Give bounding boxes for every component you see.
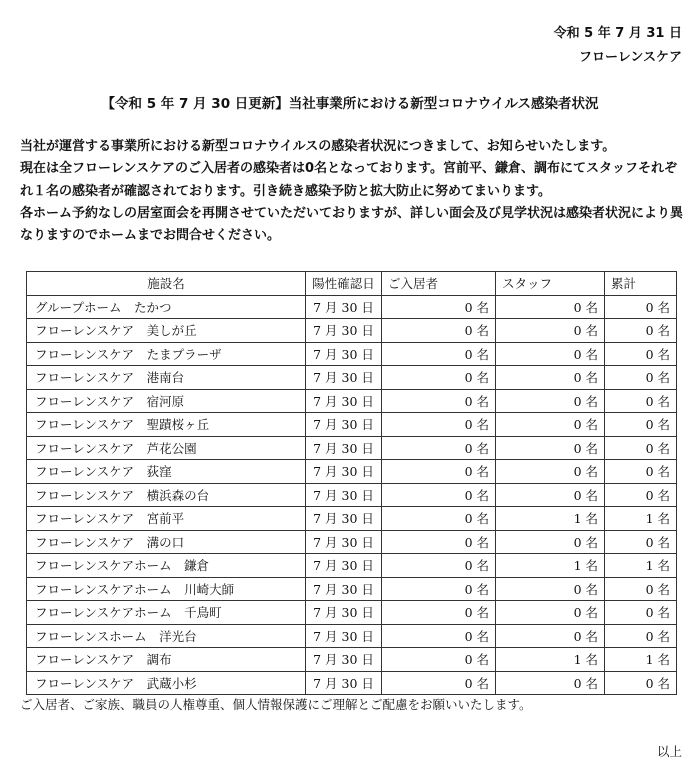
staff-count-cell: 0 名 (496, 366, 605, 390)
table-row (27, 483, 677, 507)
residents-count-cell: 0 名 (382, 530, 496, 554)
residents-count-cell: 0 名 (382, 319, 496, 343)
table-row (27, 507, 677, 531)
facility-name-cell: グループホーム たかつ (27, 295, 306, 319)
residents-count-cell: 0 名 (382, 295, 496, 319)
intro-paragraph: 現在は全フローレンスケアのご入居者の感染者は0名となっております。宮前平、鎌倉、調布にてスタッフそれぞれ１名の感染者が確認されております。引き続き感染予防と拡大防止に努めてまいります。 (20, 161, 678, 199)
staff-count-cell: 0 名 (496, 577, 605, 601)
positive-date-cell: 7 月 30 日 (306, 413, 382, 437)
document-date: 令和 5 年 7 月 31 日 (553, 26, 682, 41)
total-count-cell: 0 名 (605, 601, 677, 625)
positive-date-cell: 7 月 30 日 (306, 460, 382, 484)
table-row (27, 319, 677, 343)
positive-date-cell: 7 月 30 日 (306, 577, 382, 601)
staff-count-cell: 0 名 (496, 624, 605, 648)
staff-count-cell: 0 名 (496, 319, 605, 343)
staff-count-cell: 0 名 (496, 342, 605, 366)
residents-count-cell: 0 名 (382, 483, 496, 507)
total-count-cell: 0 名 (605, 295, 677, 319)
facility-name-cell: フローレンスホーム 洋光台 (27, 624, 306, 648)
facility-name-cell: フローレンスケアホーム 千鳥町 (27, 601, 306, 625)
total-count-cell: 1 名 (605, 648, 677, 672)
intro-text (20, 136, 684, 247)
positive-date-cell: 7 月 30 日 (306, 366, 382, 390)
staff-count-cell: 0 名 (496, 413, 605, 437)
total-count-cell: 0 名 (605, 342, 677, 366)
residents-count-cell: 0 名 (382, 577, 496, 601)
staff-count-cell: 1 名 (496, 648, 605, 672)
residents-count-cell: 0 名 (382, 436, 496, 460)
staff-count-cell: 1 名 (496, 507, 605, 531)
positive-date-cell: 7 月 30 日 (306, 389, 382, 413)
table-row (27, 436, 677, 460)
table-row (27, 554, 677, 578)
facility-name-cell: フローレンスケア 溝の口 (27, 530, 306, 554)
facility-name-cell: フローレンスケア 荻窪 (27, 460, 306, 484)
residents-count-cell: 0 名 (382, 460, 496, 484)
positive-date-cell: 7 月 30 日 (306, 648, 382, 672)
table-row (27, 460, 677, 484)
staff-count-cell: 0 名 (496, 601, 605, 625)
table-row (27, 648, 677, 672)
infection-status-table (26, 271, 677, 695)
table-row (27, 624, 677, 648)
facility-name-cell: フローレンスケア 宮前平 (27, 507, 306, 531)
table-row (27, 530, 677, 554)
facility-name-cell: フローレンスケア 横浜森の台 (27, 483, 306, 507)
total-count-cell: 0 名 (605, 319, 677, 343)
table-row (27, 342, 677, 366)
staff-count-cell: 0 名 (496, 436, 605, 460)
facility-name-cell: フローレンスケア 武蔵小杉 (27, 671, 306, 695)
residents-count-cell: 0 名 (382, 648, 496, 672)
total-count-cell: 0 名 (605, 671, 677, 695)
facility-name-cell: フローレンスケア 芦花公園 (27, 436, 306, 460)
total-count-cell: 1 名 (605, 554, 677, 578)
positive-date-cell: 7 月 30 日 (306, 554, 382, 578)
positive-date-cell: 7 月 30 日 (306, 507, 382, 531)
table-row (27, 295, 677, 319)
positive-date-cell: 7 月 30 日 (306, 319, 382, 343)
staff-count-cell: 0 名 (496, 389, 605, 413)
header-facility: 施設名 (27, 272, 306, 296)
residents-count-cell: 0 名 (382, 342, 496, 366)
staff-count-cell: 0 名 (496, 530, 605, 554)
positive-date-cell: 7 月 30 日 (306, 624, 382, 648)
table-row (27, 366, 677, 390)
total-count-cell: 0 名 (605, 624, 677, 648)
table-row (27, 413, 677, 437)
header-total: 累計 (605, 272, 677, 296)
total-count-cell: 0 名 (605, 366, 677, 390)
facility-name-cell: フローレンスケア 宿河原 (27, 389, 306, 413)
table-row (27, 389, 677, 413)
header-residents: ご入居者 (382, 272, 496, 296)
document-title: 【令和 5 年 7 月 30 日更新】当社事業所における新型コロナウイルス感染者状況 (101, 96, 599, 112)
table-header-row (27, 272, 677, 296)
positive-date-cell: 7 月 30 日 (306, 436, 382, 460)
positive-date-cell: 7 月 30 日 (306, 342, 382, 366)
end-mark: 以上 (656, 744, 682, 759)
positive-date-cell: 7 月 30 日 (306, 295, 382, 319)
facility-name-cell: フローレンスケア 調布 (27, 648, 306, 672)
total-count-cell: 0 名 (605, 460, 677, 484)
table-row (27, 601, 677, 625)
positive-date-cell: 7 月 30 日 (306, 483, 382, 507)
positive-date-cell: 7 月 30 日 (306, 530, 382, 554)
facility-name-cell: フローレンスケア 港南台 (27, 366, 306, 390)
staff-count-cell: 0 名 (496, 671, 605, 695)
total-count-cell: 0 名 (605, 436, 677, 460)
facility-name-cell: フローレンスケア 美しが丘 (27, 319, 306, 343)
total-count-cell: 0 名 (605, 483, 677, 507)
staff-count-cell: 0 名 (496, 483, 605, 507)
total-count-cell: 0 名 (605, 530, 677, 554)
positive-date-cell: 7 月 30 日 (306, 601, 382, 625)
header-staff: スタッフ (496, 272, 605, 296)
positive-date-cell: 7 月 30 日 (306, 671, 382, 695)
staff-count-cell: 0 名 (496, 295, 605, 319)
facility-name-cell: フローレンスケア たまプラーザ (27, 342, 306, 366)
staff-count-cell: 1 名 (496, 554, 605, 578)
residents-count-cell: 0 名 (382, 601, 496, 625)
table-row (27, 577, 677, 601)
residents-count-cell: 0 名 (382, 624, 496, 648)
intro-paragraph: 当社が運営する事業所における新型コロナウイルスの感染者状況につきまして、お知らせいたします。 (20, 139, 616, 154)
closing-note: ご入居者、ご家族、職員の人権尊重、個人情報保護にご理解とご配慮をお願いいたします。 (20, 697, 532, 712)
residents-count-cell: 0 名 (382, 389, 496, 413)
facility-name-cell: フローレンスケアホーム 鎌倉 (27, 554, 306, 578)
intro-paragraph: 各ホーム予約なしの居室面会を再開させていただいておりますが、詳しい面会及び見学状況は感染者状況により異なりますのでホームまでお問合せください。 (20, 205, 684, 244)
residents-count-cell: 0 名 (382, 507, 496, 531)
company-name: フローレンスケア (578, 50, 682, 65)
facility-name-cell: フローレンスケア 聖蹟桜ヶ丘 (27, 413, 306, 437)
total-count-cell: 1 名 (605, 507, 677, 531)
staff-count-cell: 0 名 (496, 460, 605, 484)
residents-count-cell: 0 名 (382, 554, 496, 578)
table-row (27, 671, 677, 695)
residents-count-cell: 0 名 (382, 413, 496, 437)
total-count-cell: 0 名 (605, 413, 677, 437)
residents-count-cell: 0 名 (382, 671, 496, 695)
total-count-cell: 0 名 (605, 389, 677, 413)
header-date: 陽性確認日 (306, 272, 382, 296)
total-count-cell: 0 名 (605, 577, 677, 601)
facility-name-cell: フローレンスケアホーム 川崎大師 (27, 577, 306, 601)
residents-count-cell: 0 名 (382, 366, 496, 390)
